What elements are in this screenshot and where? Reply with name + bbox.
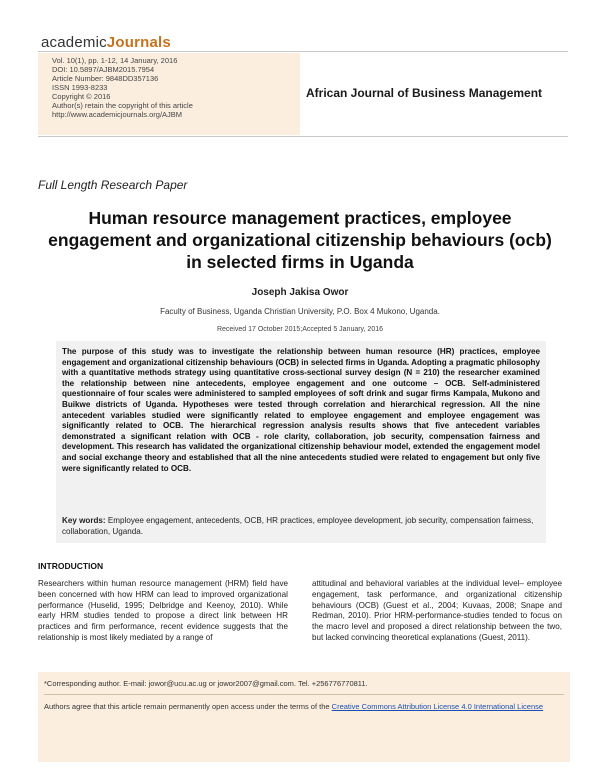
author-name: Joseph Jakisa Owor xyxy=(251,287,349,298)
footer-divider xyxy=(44,694,564,695)
intro-column-left: Researchers within human resource management (HRM) field have been concerned with how HRM can lead to improved organizational performance (Huselid, 1995; Delbridge and Keenoy, 2010). While early HRM studies tended to propose a direct link between HR practices and firm performance, recent evidence suggests that the relationship is most likely mediated by a range of xyxy=(38,579,288,642)
corresponding-author: *Corresponding author. E-mail: jowor@ucu.ac.ug or jowor2007@gmail.com. Tel. +256776770811. xyxy=(44,679,368,688)
meta-rights: Author(s) retain the copyright of this article xyxy=(52,101,193,110)
footer-box xyxy=(38,672,570,762)
meta-volume: Vol. 10(1), pp. 1-12, 14 January, 2016 xyxy=(52,56,178,65)
keywords-label: Key words: xyxy=(62,516,106,525)
meta-copyright: Copyright © 2016 xyxy=(52,92,111,101)
section-heading-introduction: INTRODUCTION xyxy=(38,561,104,571)
journal-title: African Journal of Business Management xyxy=(306,86,543,100)
author-affiliation: Faculty of Business, Uganda Christian University, P.O. Box 4 Mukono, Uganda. xyxy=(160,307,440,316)
abstract-text: The purpose of this study was to investigate the relationship between human resource (HR) practices, employee engagement and organizational citizenship behaviours (OCB) in selected firms in Uganda. Adopting a pragmatic philosophy with a quantitative methods strategy using quantitative cross-sectional survey design (N = 210) the researcher examined the relationship between nine antecedents, employee engagement and one outcome – OCB. Self-administered questionnaire of four scales were administered to sampled employees of soft drink and sugar firms Kampala, Mukono and Buikwe districts of Uganda. Hypotheses were tested through correlation and hierarchical regression. All the nine antecedent variables studied were significantly related to employee engagement and employee engagement was significantly related to OCB. The hierarchical regression analysis results shows that five antecedent variables demonstrated a significant relation with OCB - role clarity, collaboration, job security, compensation fairness and development. This research has validated the organizational citizenship behaviour model, extended the engagement model and social exchange theory and established that all the nine antecedents studied were related to engagement but only five were significantly related to OCB. xyxy=(62,347,540,473)
logo-text-journals: Journals xyxy=(106,34,171,51)
header-rule xyxy=(38,51,568,52)
keywords xyxy=(62,516,540,537)
license-text: Authors agree that this article remain permanently open access under the terms of the xyxy=(44,702,330,711)
license-link[interactable]: Creative Commons Attribution License 4.0 International License xyxy=(331,702,544,711)
license-notice xyxy=(44,702,564,712)
paper-title: Human resource management practices, employee engagement and organizational citizenship behaviours (ocb) in selected firms in Uganda xyxy=(48,208,552,272)
meta-doi: DOI: 10.5897/AJBM2015.7954 xyxy=(52,65,155,74)
keywords-list: Employee engagement, antecedents, OCB, HR practices, employee development, job security, compensation fairness, collaboration, Uganda. xyxy=(62,516,534,536)
logo-text-academic: academic xyxy=(41,34,107,51)
meta-article-number: Article Number: 9848DD357136 xyxy=(52,74,159,83)
intro-column-right: attitudinal and behavioral variables at the individual level– employee engagement, task performance, and organizational citizenship behaviours (OCB) (Guest et al., 2004; Kuvaas, 2008; Snape and Redman, 2010). Prior HRM-performance-studies tended to focus on the macro level and proposed a direct relationship between the two, but lacked convincing theoretical explanations (Guest, 2011). xyxy=(312,579,562,642)
received-dates: Received 17 October 2015;Accepted 5 January, 2016 xyxy=(216,326,384,333)
paper-type: Full Length Research Paper xyxy=(38,178,188,192)
article-metadata xyxy=(38,53,300,135)
meta-rule xyxy=(38,136,568,137)
meta-url: http://www.academicjournals.org/AJBM xyxy=(52,110,183,119)
journal-logo xyxy=(41,34,171,51)
meta-issn: ISSN 1993-8233 xyxy=(52,83,108,92)
